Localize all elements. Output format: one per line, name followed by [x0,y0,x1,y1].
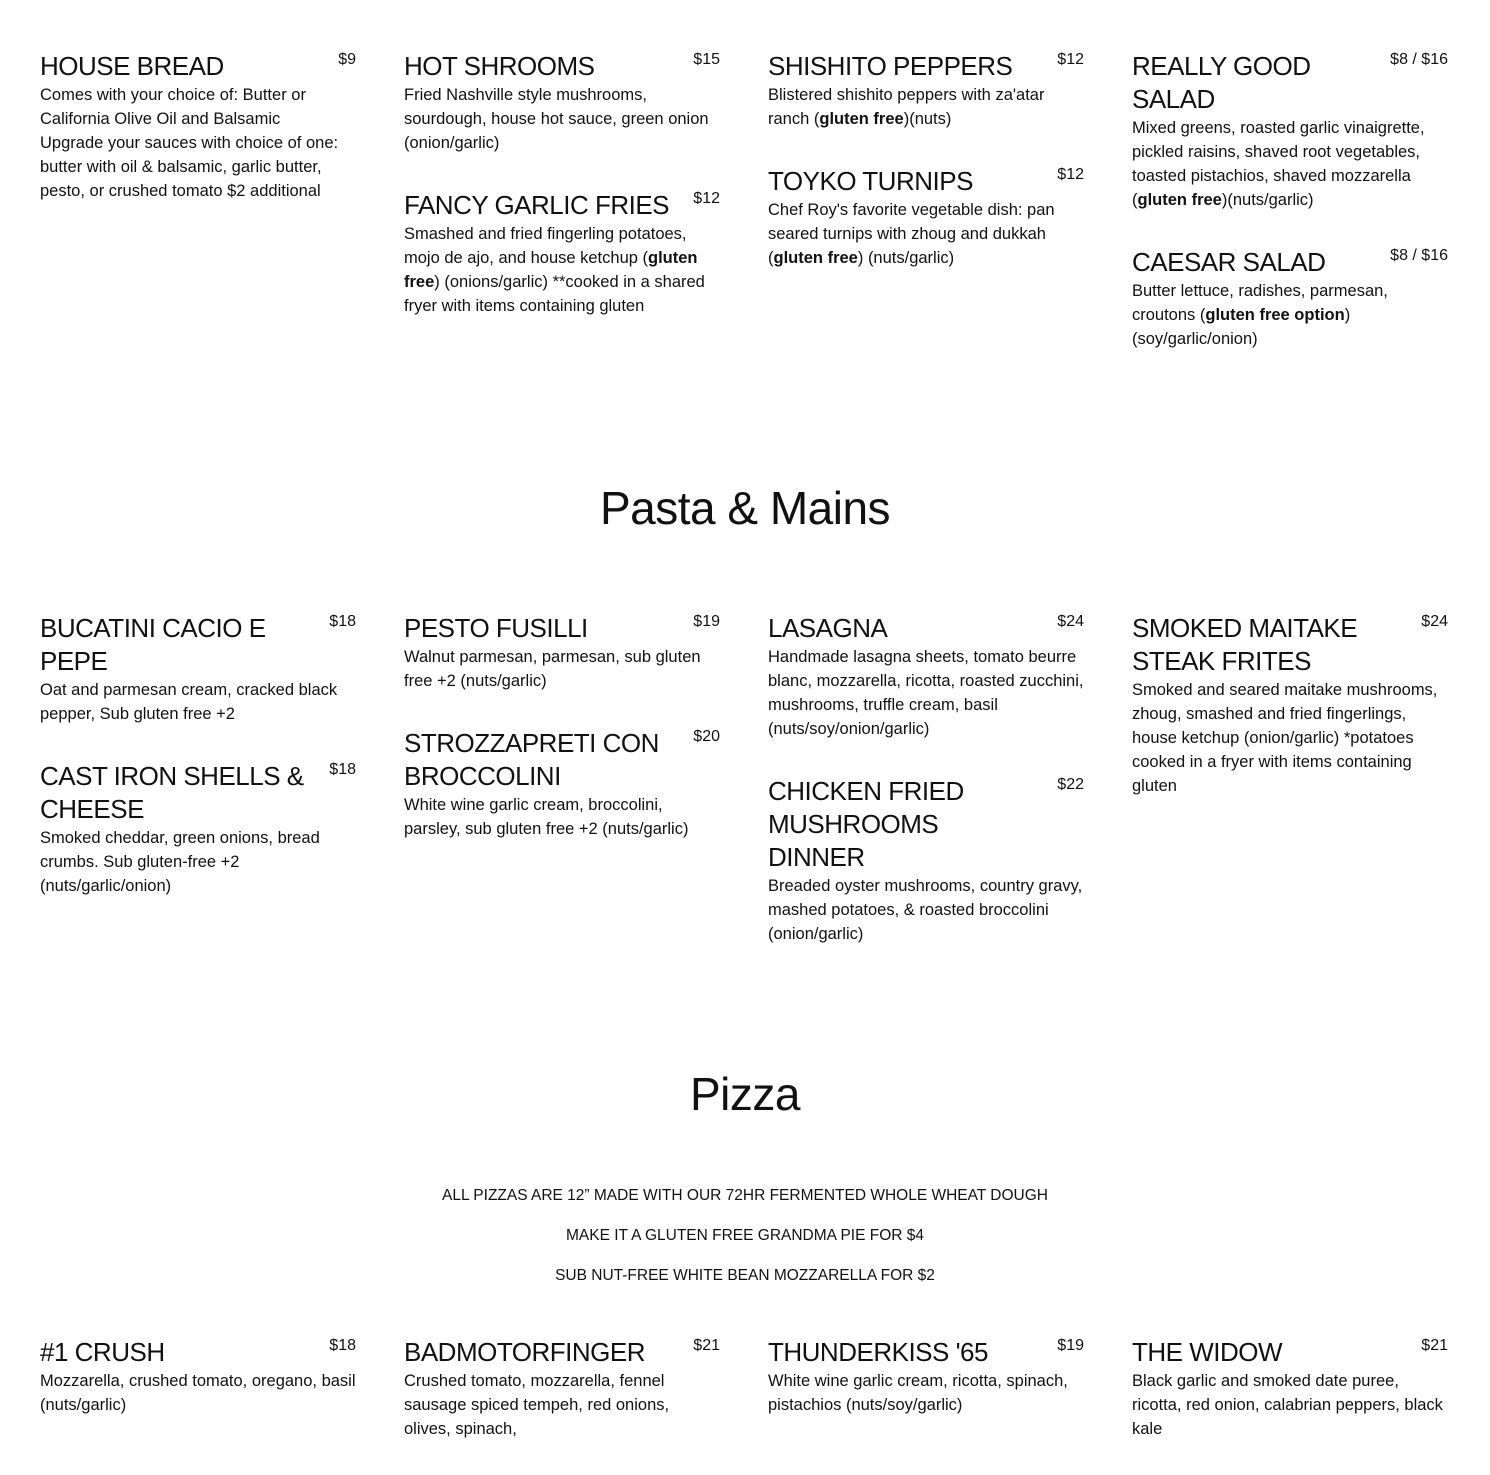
menu-item-price: $15 [693,51,720,68]
description-text: Smoked and seared maitake mushrooms, zhoug, smashed and fried fingerlings, house ketchup (onion/garlic) *potatoes cooked in a fryer with items containing gluten [1132,681,1438,795]
menu-item-name: THUNDERKISS '65 [768,1337,988,1367]
menu-item-header [768,612,1084,645]
menu-item-name: CAST IRON SHELLS & CHEESE [40,761,304,824]
menu-item [768,612,1084,741]
menu-item-header [768,775,1084,874]
menu-column [1132,612,1448,980]
menu-item-description [768,83,1084,131]
description-text: Mixed greens, roasted garlic vinaigrette, pickled raisins, shaved root vegetables, toasted pistachios, shaved mozzarella ( [1132,119,1425,209]
menu-item-name: CHICKEN FRIED MUSHROOMS DINNER [768,776,964,872]
menu-item-description [768,1369,1084,1417]
menu-column [404,612,720,980]
menu-item-price: $18 [329,1337,356,1354]
description-text: )(soy/garlic/onion) [1132,306,1351,348]
menu-item-name: HOT SHROOMS [404,51,595,81]
menu-item-price: $18 [329,613,356,630]
dietary-tag: gluten free [1137,191,1222,209]
starters-grid [40,50,1450,385]
menu-item [40,760,356,898]
menu-item-description [404,83,720,155]
menu-item [40,612,356,726]
dietary-tag: gluten free option [1205,306,1345,324]
menu-item-description [768,645,1084,741]
menu-item-description [1132,116,1448,212]
description-text: Blistered shishito peppers with za'atar ranch ( [768,86,1045,128]
menu-item-price: $19 [693,613,720,630]
dietary-tag: gluten free [819,110,904,128]
menu-item-name: SMOKED MAITAKE STEAK FRITES [1132,613,1358,676]
menu-item-header [1132,612,1448,678]
menu-item [768,775,1084,946]
menu-column [1132,1336,1448,1475]
description-text: Butter lettuce, radishes, parmesan, croutons ( [1132,282,1388,324]
menu-item-header [1132,50,1448,116]
menu-column [404,1336,720,1475]
menu-item-price: $22 [1057,776,1084,793]
menu-column [40,612,356,980]
menu-item [768,50,1084,131]
menu-item-name: #1 CRUSH [40,1337,165,1367]
menu-item [404,1336,720,1441]
menu-item-name: BADMOTORFINGER [404,1337,645,1367]
menu-item-price: $19 [1057,1337,1084,1354]
menu-item [404,727,720,841]
description-text: Handmade lasagna sheets, tomato beurre blanc, mozzarella, ricotta, roasted zucchini, mushrooms, truffle cream, basil (nuts/soy/onion/garlic) [768,648,1084,738]
menu-item-description [404,645,720,693]
menu-item-description [40,826,356,898]
menu-item-name: TOYKO TURNIPS [768,166,973,196]
menu-item-price: $12 [1057,51,1084,68]
description-text: ) (onions/garlic) **cooked in a shared fryer with items containing gluten [404,273,705,315]
pizza-note: ALL PIZZAS ARE 12” MADE WITH OUR 72HR FERMENTED WHOLE WHEAT DOUGH [441,1187,1048,1204]
menu-item-description [1132,678,1448,798]
description-text: Smoked cheddar, green onions, bread crumbs. Sub gluten-free +2 (nuts/garlic/onion) [40,829,320,895]
menu-column [1132,50,1448,385]
menu-column [768,50,1084,385]
menu-item-header [1132,246,1448,279]
menu-item-description [40,1369,356,1417]
menu-item-header [404,727,720,793]
pizza-grid [40,1336,1450,1475]
menu-column [404,50,720,385]
menu-item-price: $21 [1421,1337,1448,1354]
menu-item-header [404,189,720,222]
menu-item-description [404,793,720,841]
menu-item [404,612,720,693]
menu-item-header [40,50,356,83]
description-text: White wine garlic cream, broccolini, parsley, sub gluten free +2 (nuts/garlic) [404,796,689,838]
menu-item-description [404,1369,720,1441]
menu-item-name: BUCATINI CACIO E PEPE [40,613,266,676]
menu-item-price: $24 [1057,613,1084,630]
description-text: Smashed and fried fingerling potatoes, mojo de ajo, and house ketchup ( [404,225,687,267]
dietary-tag: gluten free [773,249,858,267]
menu-item [40,1336,356,1417]
menu-item-name: HOUSE BREAD [40,51,224,81]
menu-item-name: LASAGNA [768,613,888,643]
description-text: Walnut parmesan, parmesan, sub gluten free +2 (nuts/garlic) [404,648,701,690]
pizza-notes [0,1186,1490,1306]
dietary-tag: gluten free [404,249,698,291]
description-text: )(nuts) [903,110,952,128]
menu-item [1132,1336,1448,1441]
menu-item-name: FANCY GARLIC FRIES [404,190,670,220]
menu-item-price: $8 / $16 [1390,51,1448,68]
menu-item-price: $12 [693,190,720,207]
menu-item-description [1132,1369,1448,1441]
menu-item [40,50,356,203]
menu-item-name: PESTO FUSILLI [404,613,588,643]
menu-item-name: SHISHITO PEPPERS [768,51,1013,81]
menu-item [1132,50,1448,212]
menu-item-price: $12 [1057,166,1084,183]
description-text: Chef Roy's favorite vegetable dish: pan seared turnips with zhoug and dukkah ( [768,201,1055,267]
menu-item-header [40,1336,356,1369]
section-title-pasta-mains: Pasta & Mains [599,482,891,534]
pasta-mains-grid [40,612,1450,980]
menu-item-header [768,165,1084,198]
menu-item-name: REALLY GOOD SALAD [1132,51,1311,114]
menu-item-price: $9 [338,51,356,68]
menu-item [768,1336,1084,1417]
menu-item-header [404,1336,720,1369]
pizza-note: MAKE IT A GLUTEN FREE GRANDMA PIE FOR $4 [565,1227,925,1244]
menu-column [768,1336,1084,1475]
menu-item-header [40,612,356,678]
menu-item-header [768,1336,1084,1369]
menu-item-description [404,222,720,318]
menu-item-description [40,83,356,203]
menu-column [40,1336,356,1475]
description-text: Fried Nashville style mushrooms, sourdough, house hot sauce, green onion (onion/garlic) [404,86,709,152]
menu-item [768,165,1084,270]
description-text: Breaded oyster mushrooms, country gravy, mashed potatoes, & roasted broccolini (onion/garlic) [768,877,1083,943]
menu-item [404,50,720,155]
menu-column [768,612,1084,980]
description-text: )(nuts/garlic) [1221,191,1314,209]
menu-item-price: $24 [1421,613,1448,630]
menu-item [1132,612,1448,798]
description-text: White wine garlic cream, ricotta, spinach, pistachios (nuts/soy/garlic) [768,1372,1068,1414]
description-text: Oat and parmesan cream, cracked black pepper, Sub gluten free +2 [40,681,338,723]
menu-item-header [404,50,720,83]
description-text: Upgrade your sauces with choice of one: butter with oil & balsamic, garlic butter, pesto, or crushed tomato $2 additional [40,134,339,200]
description-text: Black garlic and smoked date puree, ricotta, red onion, calabrian peppers, black kale [1132,1372,1443,1438]
menu-item-price: $18 [329,761,356,778]
description-text: ) (nuts/garlic) [857,249,955,267]
menu-item-price: $21 [693,1337,720,1354]
description-text: Mozzarella, crushed tomato, oregano, basil (nuts/garlic) [40,1372,356,1414]
menu-item-name: STROZZAPRETI CON BROCCOLINI [404,728,659,791]
menu-item-price: $20 [693,728,720,745]
section-title-pizza: Pizza [690,1068,800,1120]
menu-item-description [40,678,356,726]
menu-item-name: THE WIDOW [1132,1337,1283,1367]
menu-item-description [768,198,1084,270]
menu-item [1132,246,1448,351]
menu-item-description [1132,279,1448,351]
menu-item-header [40,760,356,826]
menu-item-header [1132,1336,1448,1369]
description-text: Comes with your choice of: Butter or California Olive Oil and Balsamic [40,86,306,128]
menu-item-description [768,874,1084,946]
menu-item-name: CAESAR SALAD [1132,247,1326,277]
menu-item-header [404,612,720,645]
pizza-note: SUB NUT-FREE WHITE BEAN MOZZARELLA FOR $2 [555,1267,935,1284]
menu-item-price: $8 / $16 [1390,247,1448,264]
menu-column [40,50,356,385]
description-text: Crushed tomato, mozzarella, fennel sausage spiced tempeh, red onions, olives, spinach, [404,1372,670,1438]
menu-item-header [768,50,1084,83]
menu-item [404,189,720,318]
